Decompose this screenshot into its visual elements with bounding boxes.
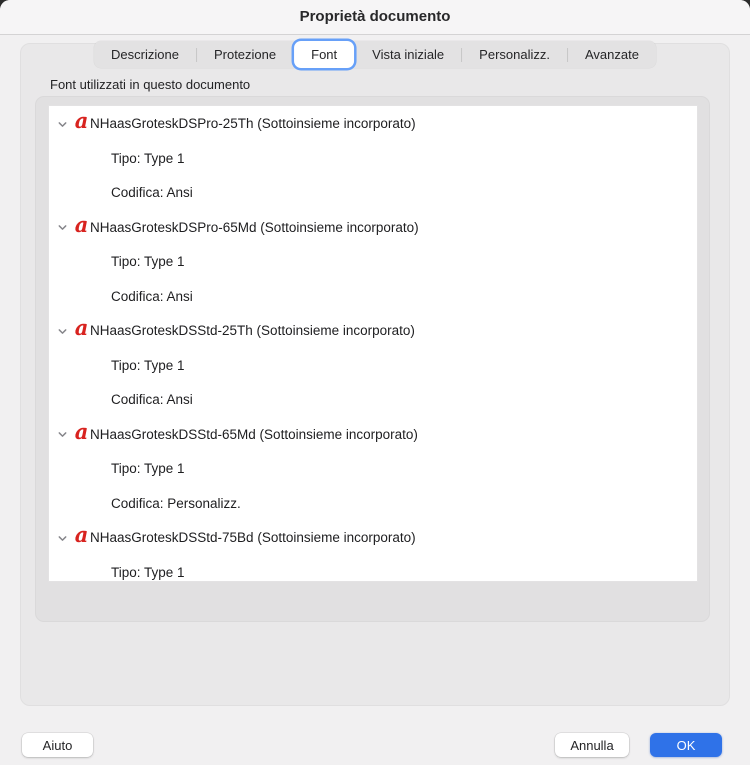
tab-bar: [94, 41, 656, 68]
font-type: Tipo: Type 1: [111, 564, 185, 580]
type1-font-icon: a: [74, 108, 89, 134]
font-item-header[interactable]: [49, 107, 697, 142]
font-encoding: Codifica: Ansi: [111, 392, 193, 407]
chevron-down-icon[interactable]: [57, 119, 68, 130]
ok-button[interactable]: OK: [650, 733, 722, 757]
font-list[interactable]: [48, 105, 698, 582]
font-item-header[interactable]: [49, 418, 697, 453]
chevron-down-icon[interactable]: [57, 222, 68, 233]
title-bar: [0, 0, 750, 35]
tab-font[interactable]: Font: [294, 41, 354, 68]
font-encoding: Codifica: Ansi: [111, 185, 193, 200]
chevron-down-icon[interactable]: [57, 533, 68, 544]
font-item-header[interactable]: [49, 314, 697, 349]
font-list-item: [49, 314, 697, 418]
font-encoding: Codifica: Ansi: [111, 288, 193, 304]
font-name: NHaasGroteskDSStd-25Th (Sottoinsieme incorporato): [90, 323, 415, 338]
help-button[interactable]: Aiuto: [22, 733, 93, 757]
tab-protezione[interactable]: Protezione: [213, 47, 277, 62]
font-type: Tipo: Type 1: [111, 254, 185, 269]
font-name: NHaasGroteskDSPro-65Md (Sottoinsieme incorporato): [90, 219, 419, 235]
font-name: NHaasGroteskDSStd-65Md (Sottoinsieme incorporato): [90, 426, 418, 442]
dialog-title: Proprietà documento: [299, 8, 451, 25]
type1-font-icon: a: [74, 315, 89, 341]
font-type: Tipo: Type 1: [111, 150, 185, 166]
font-list-item: [49, 418, 697, 522]
type1-font-icon: a: [74, 418, 89, 444]
font-item-header[interactable]: [49, 211, 697, 246]
type1-font-icon: a: [74, 211, 89, 237]
chevron-down-icon[interactable]: [57, 429, 68, 440]
font-name: NHaasGroteskDSStd-75Bd (Sottoinsieme incorporato): [90, 530, 416, 545]
tab-avanzate[interactable]: Avanzate: [584, 47, 639, 62]
font-type: Tipo: Type 1: [111, 357, 185, 373]
cancel-button[interactable]: Annulla: [555, 733, 629, 757]
tab-personalizz[interactable]: Personalizz.: [479, 47, 550, 62]
font-name: NHaasGroteskDSPro-25Th (Sottoinsieme incorporato): [90, 116, 416, 131]
type1-font-icon: a: [74, 522, 89, 548]
font-list-item: [49, 211, 697, 315]
section-label: Font utilizzati in questo documento: [50, 77, 251, 92]
tab-vista-iniziale[interactable]: Vista iniziale: [372, 47, 445, 62]
chevron-down-icon[interactable]: [57, 326, 68, 337]
font-list-item: [49, 521, 697, 582]
font-type: Tipo: Type 1: [111, 461, 185, 476]
font-list-item: [49, 107, 697, 211]
font-encoding: Codifica: Personalizz.: [111, 495, 241, 511]
font-item-header[interactable]: [49, 521, 697, 556]
tab-descrizione[interactable]: Descrizione: [111, 47, 179, 62]
